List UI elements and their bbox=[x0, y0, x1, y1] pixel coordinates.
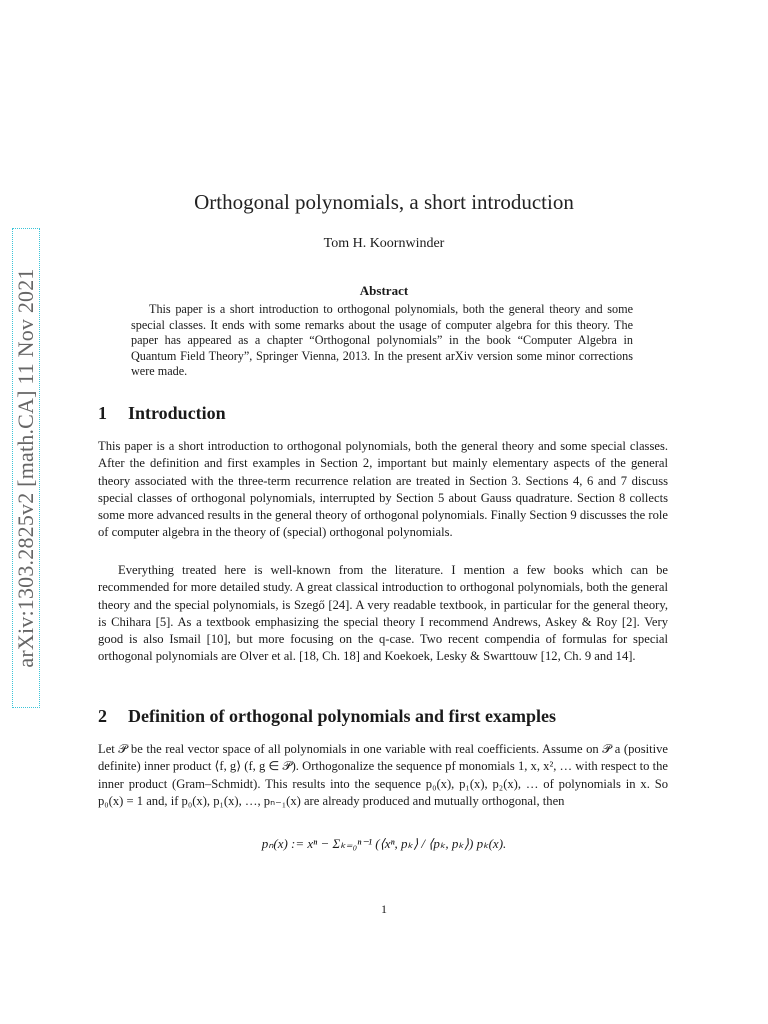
arxiv-stamp bbox=[12, 228, 40, 708]
section-title: Introduction bbox=[128, 403, 226, 423]
paper-author: Tom H. Koornwinder bbox=[323, 236, 445, 251]
display-equation: pₙ(x) := xⁿ − Σₖ₌₀ⁿ⁻¹ (⟨xⁿ, pₖ⟩ / ⟨pₖ, pₖ⟩) pₖ(x). bbox=[261, 836, 507, 851]
paragraph: Let 𝒫 be the real vector space of all polynomials in one variable with real coefficients. Assume on 𝒫 a (positive definite) inner product ⟨f, g⟩ (f, g ∈ 𝒫). Orthogonalize the sequence pf monomials 1, x, x², … with respect to the inner product (Gram–Schmidt). This results into the sequence p₀(x), p₁(x), p₂(x), … of polynomials in x. So p₀(x) = 1 and, if p₀(x), p₁(x), …, pₙ₋₁(x) are already produced and mutually orthogonal, then bbox=[98, 742, 668, 808]
abstract-text: This paper is a short introduction to orthogonal polynomials, both the general theory and some special classes. It ends with some remarks about the usage of computer algebra for this theory. The paper has appeared as a chapter “Orthogonal polynomials” in the book “Computer Algebra in Quantum Field Theory”, Springer Vienna, 2013. In the present arXiv version some minor corrections were made. bbox=[131, 302, 633, 378]
paragraph: This paper is a short introduction to orthogonal polynomials, both the general theory and some special classes. After the definition and first examples in Section 2, important but mainly elementary aspects of the general theory associated with the three-term recurrence relation are treated in Section 3. Sections 4, 6 and 7 discuss special classes of orthogonal polynomials, interrupted by Section 5 about Gauss quadrature. Section 8 collects some more advanced results in the general theory of orthogonal polynomials. Finally Section 9 discusses the role of computer algebra in the theory of (special) orthogonal polynomials. bbox=[98, 439, 668, 540]
section-number: 1 bbox=[98, 403, 107, 423]
abstract-heading: Abstract bbox=[359, 283, 409, 298]
page-number: 1 bbox=[381, 902, 387, 916]
section-title: Definition of orthogonal polynomials and first examples bbox=[128, 706, 557, 726]
section-heading-introduction bbox=[98, 403, 226, 424]
arxiv-identifier: arXiv:1303.2825v2 [math.CA] 11 Nov 2021 bbox=[13, 268, 38, 668]
section-number: 2 bbox=[98, 706, 107, 726]
paper-title: Orthogonal polynomials, a short introduction bbox=[194, 190, 574, 214]
section-heading-definition bbox=[98, 706, 556, 727]
paragraph: Everything treated here is well-known from the literature. I mention a few books which can be recommended for more detailed study. A great classical introduction to orthogonal polynomials, both the general theory and the special polynomials, is Szegő [24]. A very readable textbook, in particular for the general theory, is Chihara [5]. As a textbook emphasizing the special theory I recommend Andrews, Askey & Roy [2]. Very good is also Ismail [10], but more focusing on the q-case. Two recent compendia of formulas for special orthogonal polynomials are Olver et al. [18, Ch. 18] and Koekoek, Lesky & Swarttouw [12, Ch. 9 and 14]. bbox=[98, 563, 668, 664]
